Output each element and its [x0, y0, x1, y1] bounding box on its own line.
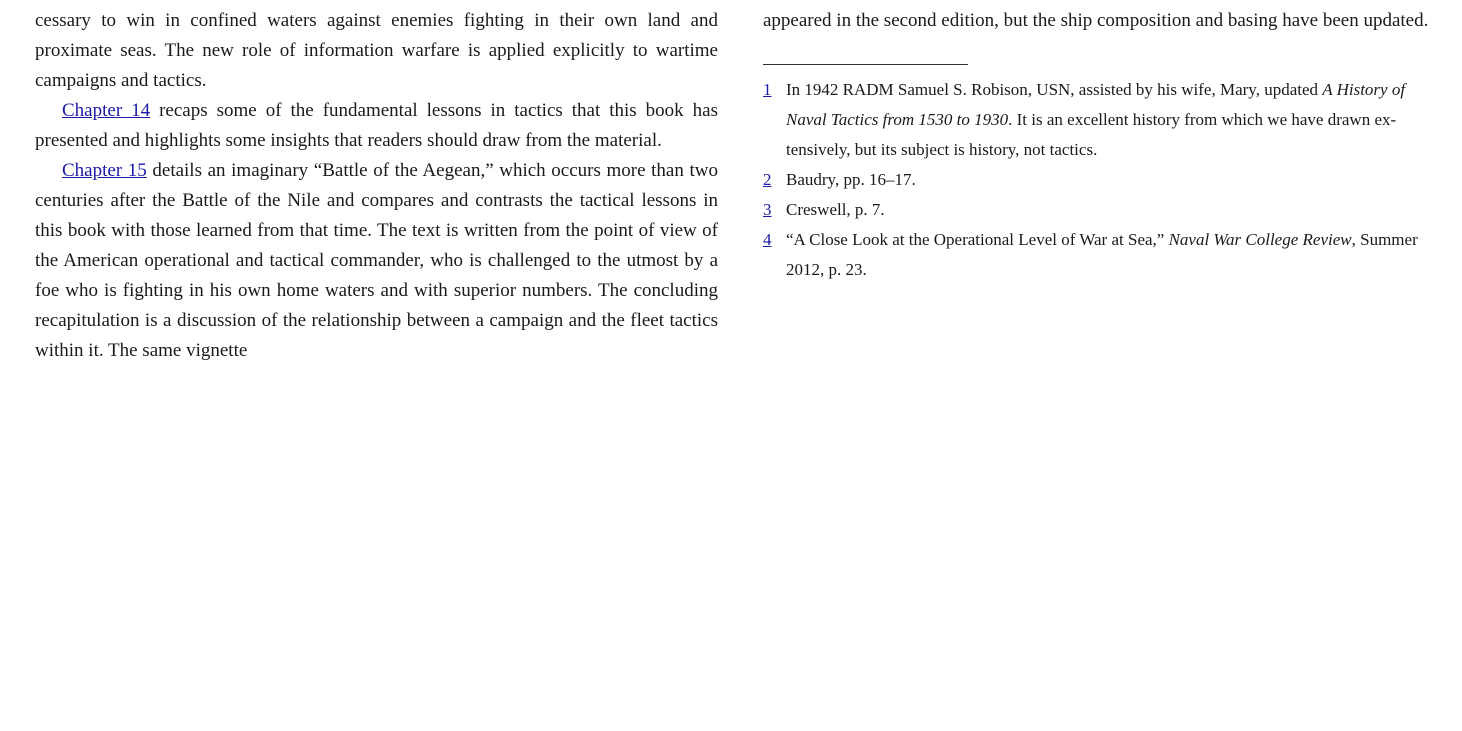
footnote-text-part: Creswell, p. 7.: [786, 200, 885, 219]
chapter-14-link[interactable]: Chapter 14: [62, 100, 151, 121]
right-text-column: [763, 6, 1446, 285]
footnote-divider: [763, 64, 968, 65]
footnote-journal-title: Naval War College Review: [1168, 230, 1352, 249]
footnote-book-title: A History of Naval Tactics from 1530 to 1930: [786, 80, 1406, 129]
footnote-text-part: . It is an excellent history from which we have drawn extensively, but its subject is history, not tactics.: [786, 110, 1397, 159]
footnote-item: [763, 225, 1446, 285]
main-text-column: [35, 6, 718, 366]
footnotes-list: [763, 75, 1446, 285]
paragraph-chapter-14: [35, 96, 718, 156]
paragraph-chapter-15: [35, 156, 718, 366]
footnote-text: [786, 75, 1446, 165]
paragraph-continuation: appeared in the second edition, but the ship composition and basing have been updated.: [763, 10, 1429, 31]
chapter-14-description: recaps some of the fundamental lessons in tactics that this book has presented and highlights some insights that readers should draw from the material.: [35, 100, 718, 151]
footnote-text: [786, 225, 1446, 285]
footnote-text-part: Baudry, pp. 16–17.: [786, 170, 916, 189]
chapter-15-link[interactable]: Chapter 15: [62, 160, 147, 181]
chapter-15-description: details an imaginary “Battle of the Aegean,” which occurs more than two centuries after the Battle of the Nile and compares and contrasts the tactical lessons in this book with those learned from that time. The text is written from the point of view of the American operational and tactical commander, who is challenged to the utmost by a foe who is fighting in his own home waters and with superior numbers. The concluding recapitulation is a discussion of the relationship between a campaign and the fleet tactics within it. The same vignette: [35, 160, 718, 361]
footnote-text-part: “A Close Look at the Operational Level of War at Sea,”: [786, 230, 1169, 249]
footnote-number-link[interactable]: 3: [763, 200, 772, 219]
footnote-text: [786, 165, 1446, 195]
paragraph-intro-continuation: cessary to win in confined waters against enemies fighting in their own land and proximate seas. The new role of information warfare is applied explicitly to wartime campaigns and tactics.: [35, 10, 718, 91]
footnote-item: [763, 165, 1446, 195]
footnote-text-part: In 1942 RADM Samuel S. Robison, USN, assisted by his wife, Mary, updated: [786, 80, 1323, 99]
footnote-item: [763, 75, 1446, 165]
footnote-number-link[interactable]: 4: [763, 230, 772, 249]
footnote-text-part: , Summer 2012, p. 23.: [786, 230, 1418, 279]
footnote-number-link[interactable]: 2: [763, 170, 772, 189]
footnote-text: [786, 195, 1446, 225]
footnote-item: [763, 195, 1446, 225]
footnote-number-link[interactable]: 1: [763, 80, 772, 99]
